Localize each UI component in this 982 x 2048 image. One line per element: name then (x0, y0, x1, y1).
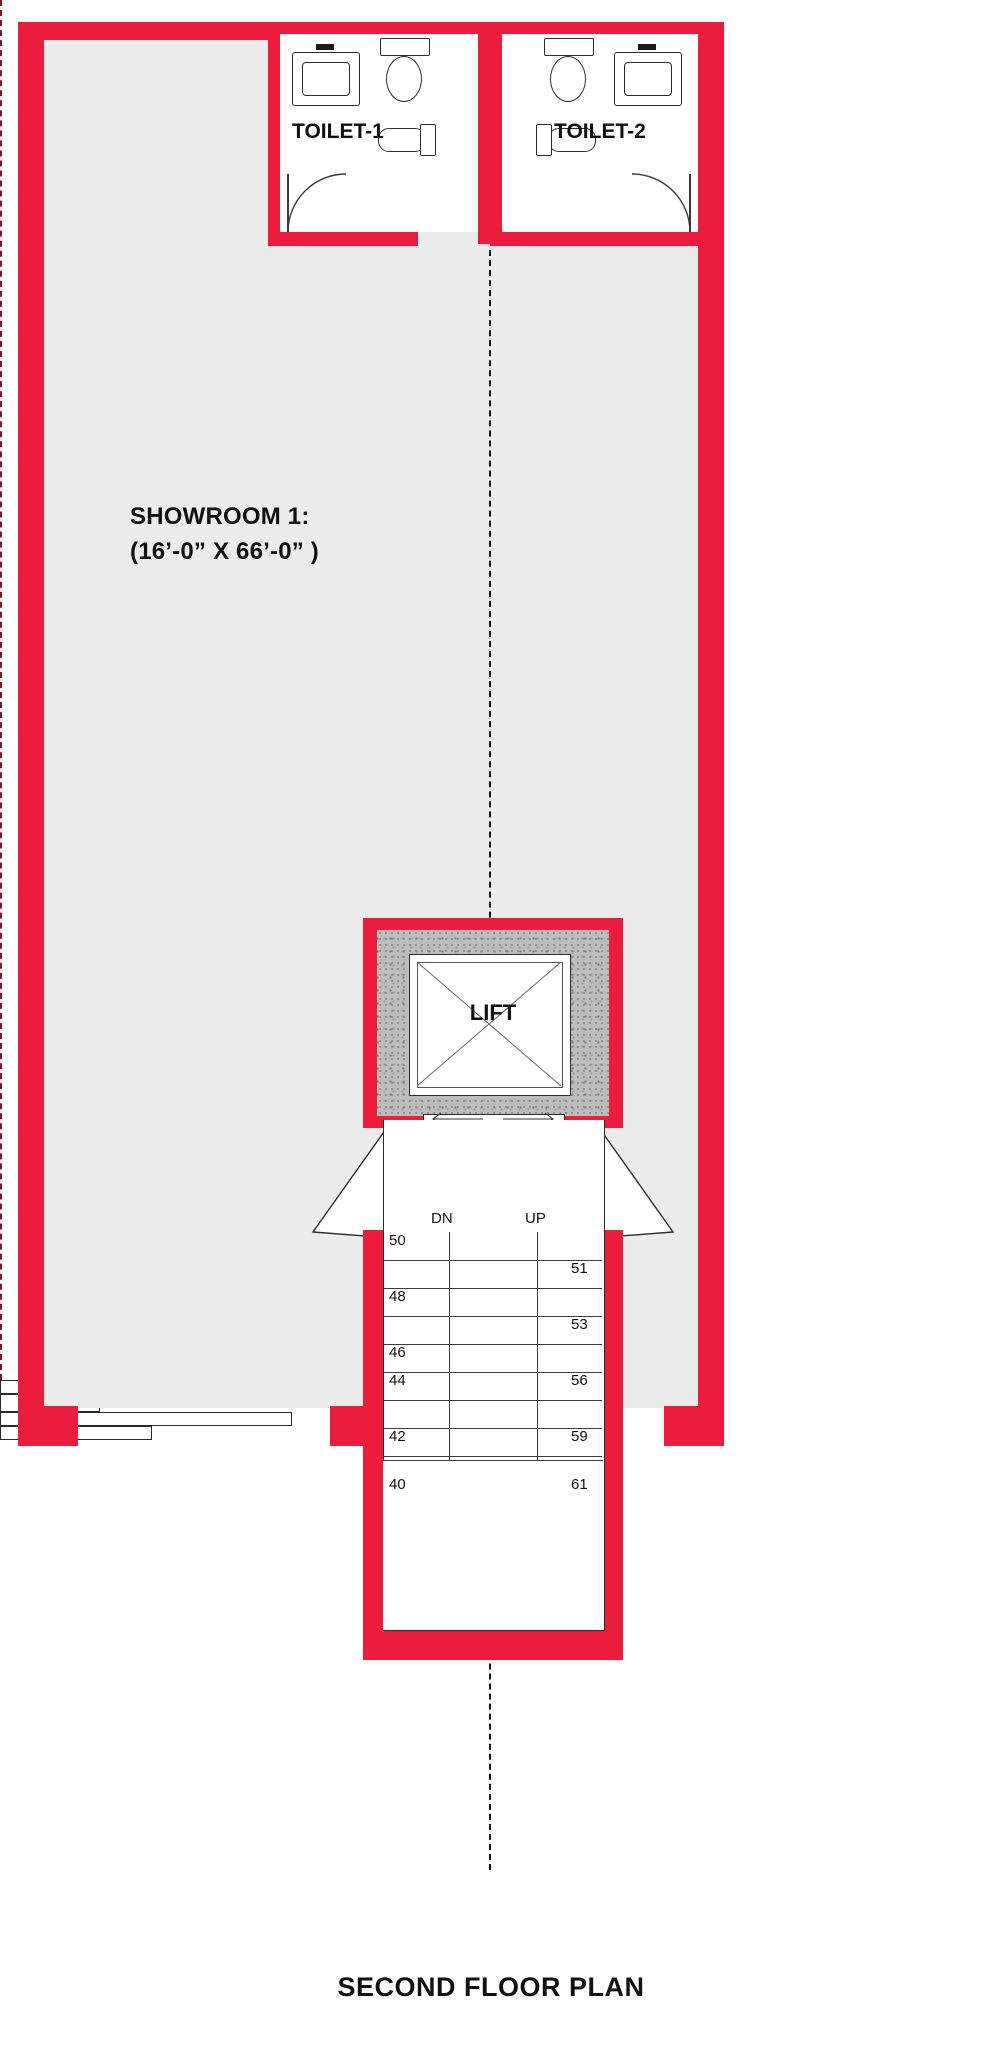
washbasin-tap-icon (316, 44, 334, 50)
toilet-2-label: TOILET-2 (554, 120, 646, 143)
stair-step-number: 46 (389, 1344, 406, 1361)
stair-step-number: 56 (571, 1372, 588, 1389)
toilet-1-wall-right (478, 22, 490, 244)
stair-tread (384, 1428, 602, 1429)
stair-tread (384, 1344, 602, 1345)
toilet-2-wall-right (698, 22, 712, 244)
stair-tread (384, 1400, 602, 1401)
stair-tread (384, 1288, 602, 1289)
showroom-1-label-block (130, 500, 319, 570)
stair-tread (384, 1456, 602, 1457)
stair-step-number: 48 (389, 1288, 406, 1305)
stair-step-number: 51 (571, 1260, 588, 1277)
stair-tread (384, 1260, 602, 1261)
toilet-2-wall-left (490, 22, 502, 244)
stair-step-number: 44 (389, 1372, 406, 1389)
toilet-1-label: TOILET-1 (292, 120, 384, 143)
shower-tray-icon (544, 38, 594, 56)
showroom-1-name: SHOWROOM 1: (130, 503, 310, 530)
stair-step-number: 53 (571, 1316, 588, 1333)
toilet-2-wall-bottom (490, 232, 712, 246)
stair-flare-right (593, 1120, 683, 1240)
wc-cistern-icon (420, 124, 436, 156)
stair-up-label: UP (525, 1210, 546, 1227)
stair-flare-left (303, 1120, 393, 1240)
washbasin-bowl-icon (624, 62, 672, 96)
stair-wall-bottom (363, 1630, 623, 1660)
staircase (363, 1120, 623, 1660)
toilet-2-room (490, 22, 712, 244)
stair-step-number: 42 (389, 1428, 406, 1445)
lift-shaft (363, 918, 623, 1128)
exterior-wall-bottom-right (664, 1406, 724, 1446)
toilet-1-door-swing-icon (286, 172, 356, 234)
showroom-1-dimensions: (16’-0” X 66’-0” ) (130, 537, 320, 565)
shower-tray-icon (380, 38, 430, 56)
urinal-icon (386, 56, 422, 102)
exterior-wall-bottom-left (18, 1406, 78, 1446)
stair-stringer-left (449, 1232, 450, 1464)
stair-lower-landing (383, 1460, 603, 1630)
exterior-wall-left (18, 22, 44, 1432)
stair-stringer-right (537, 1232, 538, 1464)
wall-hatch-pattern (0, 0, 2, 1380)
lift-label: LIFT (469, 1000, 517, 1025)
washbasin-bowl-icon (302, 62, 350, 96)
stair-down-label: DN (431, 1210, 453, 1227)
stair-step-number: 59 (571, 1428, 588, 1445)
urinal-icon (550, 56, 586, 102)
toilet-1-wall-bottom (268, 232, 418, 246)
toilet-1-wall-left (268, 22, 280, 244)
washbasin-tap-icon (638, 44, 656, 50)
stair-step-number: 40 (389, 1476, 406, 1493)
stair-wall-left (363, 1230, 383, 1660)
stair-step-number: 61 (571, 1476, 588, 1493)
stair-tread (384, 1316, 602, 1317)
stair-step-number: 50 (389, 1232, 406, 1249)
toilet-1-room (268, 22, 490, 244)
stair-wall-right (603, 1230, 623, 1660)
wc-bowl-icon (378, 128, 426, 152)
wc-cistern-icon (536, 124, 552, 156)
stair-landing-edge (383, 1460, 603, 1461)
plan-title: SECOND FLOOR PLAN (337, 1972, 645, 2002)
stair-upper-landing (383, 1120, 605, 1232)
stair-tread (384, 1372, 602, 1373)
toilet-2-door-swing-icon (622, 172, 692, 234)
